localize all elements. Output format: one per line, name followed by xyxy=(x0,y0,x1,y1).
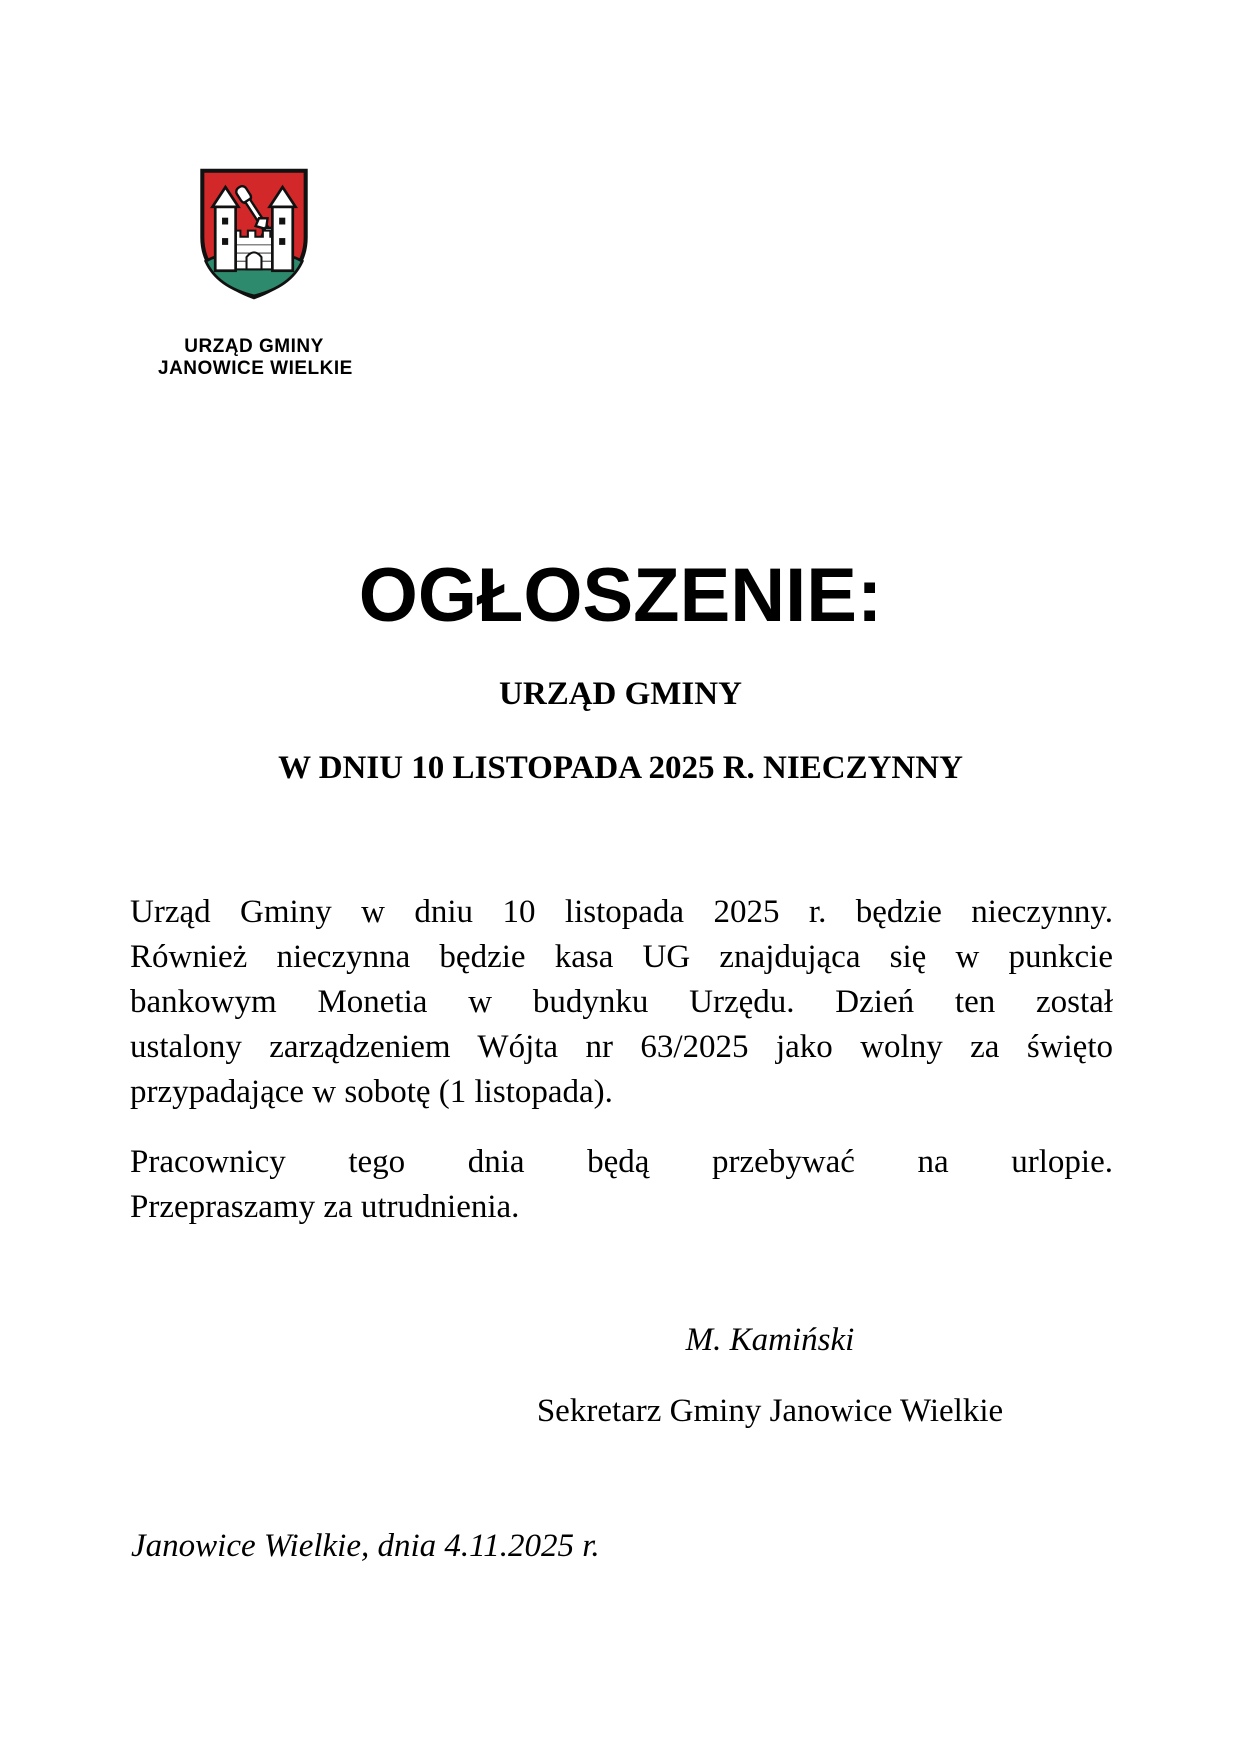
paragraph-line: Również nieczynna będzie kasa UG znajdująca się w punkcie xyxy=(130,939,1113,975)
paragraph-line: bankowym Monetia w budynku Urzędu. Dzień ten został xyxy=(130,984,1113,1020)
signature-block xyxy=(490,1318,1050,1434)
signature-role: Sekretarz Gminy Janowice Wielkie xyxy=(536,1393,1004,1429)
coat-of-arms-icon xyxy=(196,166,312,302)
body-paragraph-2 xyxy=(130,1140,1113,1230)
office-caption-line1: URZĄD GMINY xyxy=(184,336,324,357)
header-logo-block xyxy=(158,166,353,380)
paragraph-line: ustalony zarządzeniem Wójta nr 63/2025 jako wolny za święto xyxy=(130,1029,1113,1065)
place-and-date: Janowice Wielkie, dnia 4.11.2025 r. xyxy=(131,1528,600,1564)
subtitle-closure-date: W DNIU 10 LISTOPADA 2025 R. NIECZYNNY xyxy=(278,750,963,786)
signature-name: M. Kamiński xyxy=(685,1322,855,1358)
paragraph-line: przypadające w sobotę (1 listopada). xyxy=(130,1074,613,1110)
page-title: OGŁOSZENIE: xyxy=(358,553,883,638)
subtitle-office: URZĄD GMINY xyxy=(499,676,742,712)
paragraph-line: Pracownicy tego dnia będą przebywać na urlopie. xyxy=(130,1144,1113,1180)
office-caption xyxy=(158,336,353,380)
office-caption-line2: JANOWICE WIELKIE xyxy=(158,358,353,379)
paragraph-line: Urząd Gminy w dniu 10 listopada 2025 r. będzie nieczynny. xyxy=(130,894,1113,930)
body-paragraph-1 xyxy=(130,890,1113,1115)
paragraph-line: Przepraszamy za utrudnienia. xyxy=(130,1189,520,1225)
